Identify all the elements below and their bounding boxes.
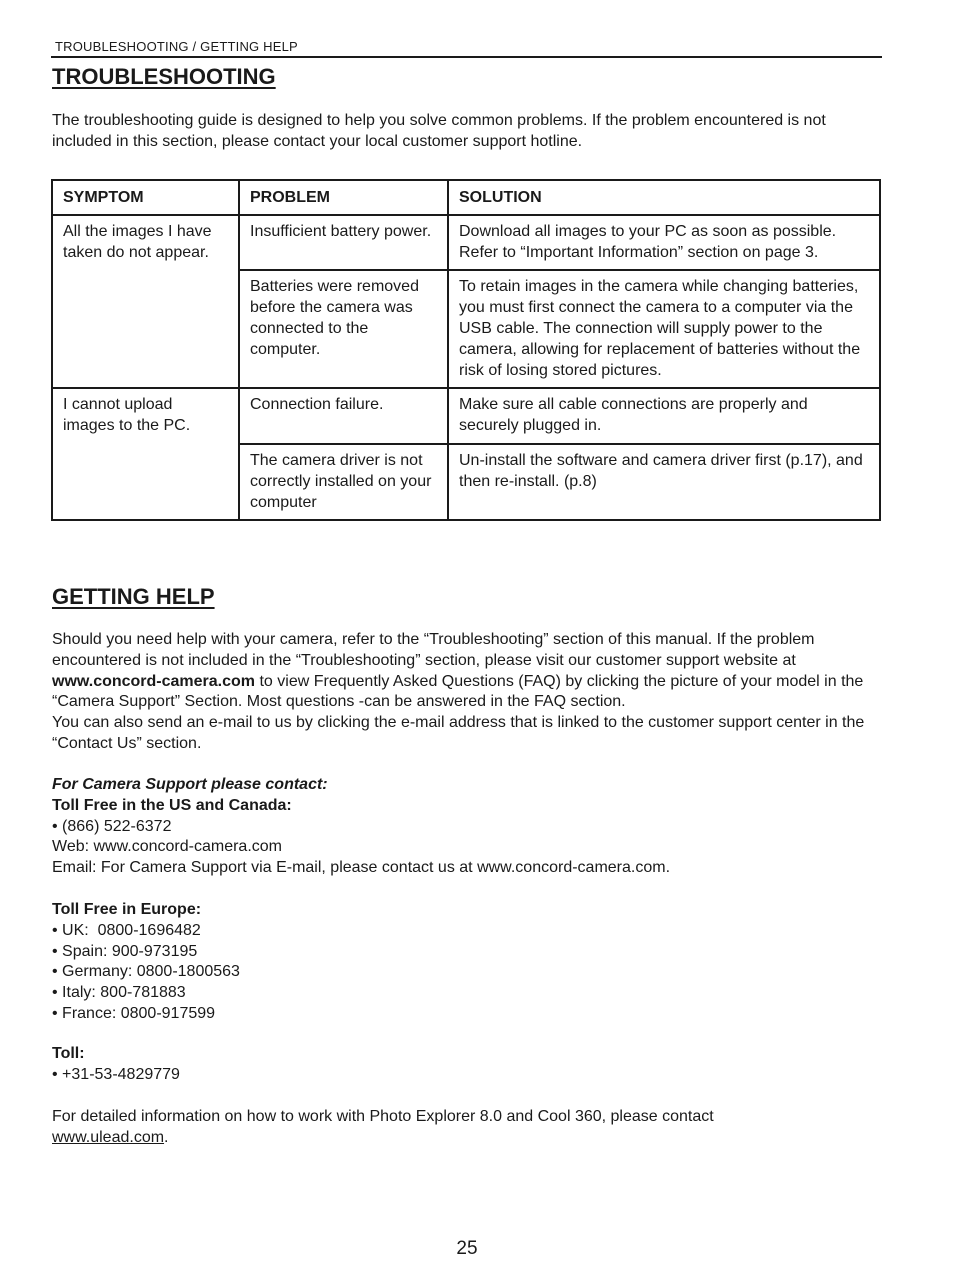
troubleshooting-table <box>51 179 881 521</box>
getting-help-title: GETTING HELP <box>52 584 215 609</box>
help-text-end: to view Frequently Asked Questions (FAQ) by clicking the picture of your model in the “Camera Support” Section. Most questions -can be answered in the FAQ section. <box>52 672 864 711</box>
contact-heading: For Camera Support please contact: <box>52 776 328 793</box>
toll-number: • +31-53-4829779 <box>52 1065 180 1083</box>
header-problem: PROBLEM <box>239 180 448 215</box>
problem-cell: Batteries were removed before the camera was connected to the computer. <box>239 270 448 388</box>
troubleshooting-title: TROUBLESHOOTING <box>52 64 276 89</box>
header-symptom: SYMPTOM <box>52 180 239 215</box>
table-row <box>52 215 880 271</box>
problem-cell: The camera driver is not correctly installed on your computer <box>239 444 448 520</box>
ulead-period: . <box>164 1128 169 1146</box>
page-number: 25 <box>456 1238 478 1259</box>
support-website-link[interactable]: www.concord-camera.com <box>52 672 256 690</box>
solution-cell: Download all images to your PC as soon as possible. Refer to “Important Information” section on page 3. <box>448 215 880 271</box>
list-item: • UK: 0800-1696482 <box>52 921 201 939</box>
ulead-block <box>52 1107 882 1149</box>
symptom-cell: I cannot upload images to the PC. <box>52 388 239 520</box>
toll-block <box>52 1044 882 1086</box>
us-email: Email: For Camera Support via E-mail, please contact us at www.concord-camera.com. <box>52 859 671 877</box>
header-rule <box>51 56 882 58</box>
toll-heading: Toll: <box>52 1045 85 1062</box>
running-head: TROUBLESHOOTING / GETTING HELP <box>55 39 298 54</box>
help-paragraph <box>52 630 882 713</box>
problem-cell: Insufficient battery power. <box>239 215 448 271</box>
europe-heading: Toll Free in Europe: <box>52 901 202 918</box>
troubleshooting-intro: The troubleshooting guide is designed to help you solve common problems. If the problem encountered is not included in this section, please contact your local customer support hotline. <box>52 112 826 150</box>
ulead-link[interactable]: www.ulead.com <box>52 1128 165 1146</box>
list-item: • Italy: 800-781883 <box>52 984 186 1002</box>
us-web: Web: www.concord-camera.com <box>52 838 282 856</box>
header-solution: SOLUTION <box>448 180 880 215</box>
symptom-cell: All the images I have taken do not appear. <box>52 215 239 389</box>
us-heading: Toll Free in the US and Canada: <box>52 796 292 814</box>
solution-cell: To retain images in the camera while changing batteries, you must first connect the camera to a computer via the USB cable. The connection will supply power to the camera, allowing for replacement of batteries without the risk of losing stored pictures. <box>448 270 880 388</box>
table-row <box>52 388 880 444</box>
list-item: • Spain: 900-973195 <box>52 942 198 960</box>
contact-block <box>52 775 882 879</box>
table-header-row <box>52 180 880 215</box>
list-item: • Germany: 0800-1800563 <box>52 963 240 981</box>
solution-cell: Make sure all cable connections are properly and securely plugged in. <box>448 388 880 444</box>
list-item: • France: 0800-917599 <box>52 1004 216 1022</box>
email-paragraph: You can also send an e-mail to us by clicking the e-mail address that is linked to the customer support center in the “Contact Us” section. <box>52 714 865 752</box>
ulead-line <box>52 1128 882 1149</box>
us-phone: • (866) 522-6372 <box>52 817 172 835</box>
ulead-text: For detailed information on how to work with Photo Explorer 8.0 and Cool 360, please contact <box>52 1108 714 1125</box>
problem-cell: Connection failure. <box>239 388 448 444</box>
help-text-start: Should you need help with your camera, refer to the “Troubleshooting” section of this manual. If the problem encountered is not included in the “Troubleshooting” section, please visit our customer support website at <box>52 631 815 669</box>
europe-block <box>52 900 882 1025</box>
solution-cell: Un-install the software and camera driver first (p.17), and then re-install. (p.8) <box>448 444 880 520</box>
